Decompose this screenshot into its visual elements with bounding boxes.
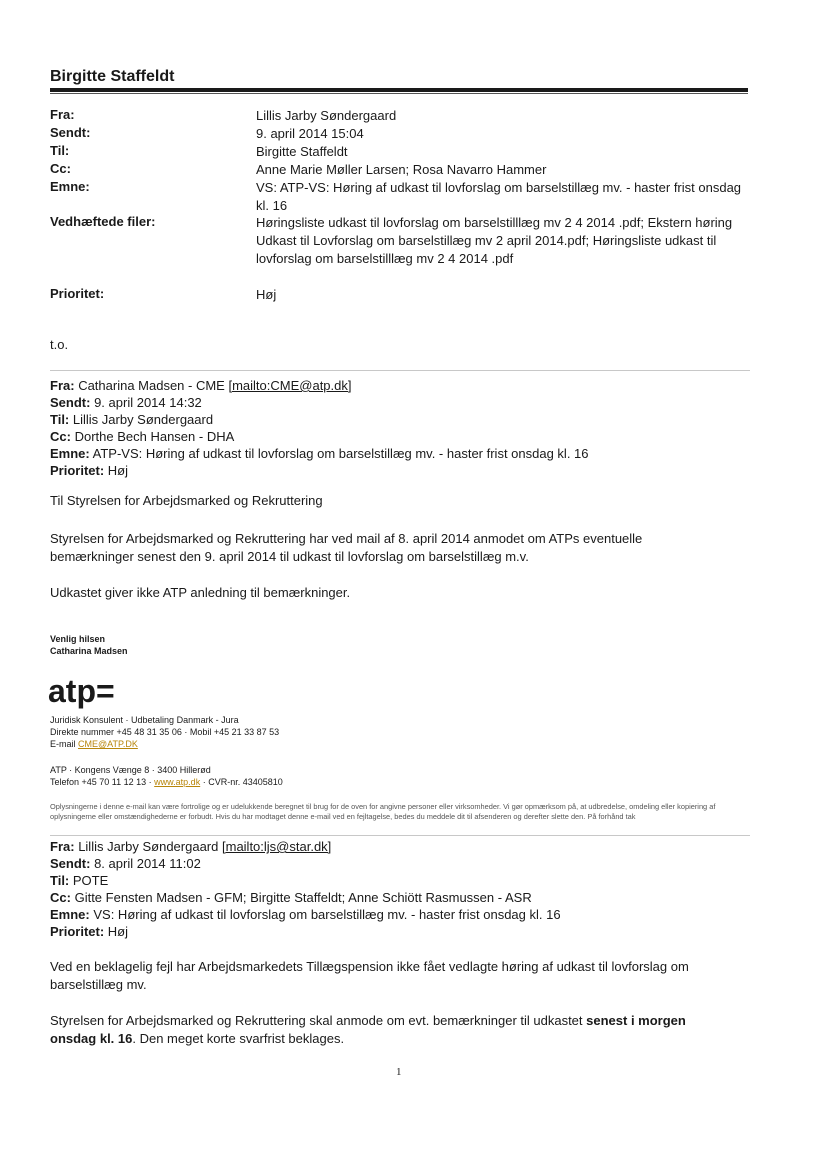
- signature-telephone: Telefon +45 70 11 12 13 ·: [50, 777, 155, 787]
- msg1-priority-line: [50, 462, 128, 479]
- msg1-paragraph-2: Udkastet giver ikke ATP anledning til bemærkninger.: [50, 585, 351, 600]
- signature-role: Juridisk Konsulent · Udbetaling Danmark - Jura: [50, 715, 239, 725]
- msg1-priority-value: Høj: [107, 463, 129, 478]
- msg2-priority-line: [50, 923, 128, 940]
- msg2-paragraph-2-end: . Den meget korte svarfrist beklages.: [132, 1031, 345, 1046]
- atp-logo-text: atp=: [48, 676, 115, 709]
- msg1-cc-label: Cc:: [50, 429, 71, 444]
- msg2-subject-label: Emne:: [50, 907, 90, 922]
- msg1-salutation: Til Styrelsen for Arbejdsmarked og Rekruttering: [50, 493, 323, 508]
- subject-label: Emne:: [50, 179, 90, 194]
- msg2-cc-label: Cc:: [50, 890, 71, 905]
- msg2-from-line: [50, 838, 331, 855]
- msg2-from-label: Fra:: [50, 839, 75, 854]
- signature-contact-line: [50, 777, 283, 788]
- msg2-subject-line: [50, 906, 561, 923]
- msg1-subject-label: Emne:: [50, 446, 90, 461]
- signature-email-link[interactable]: CME@ATP.DK: [78, 739, 138, 749]
- msg2-from-value: Lillis Jarby Søndergaard: [78, 839, 219, 854]
- signature-web-link[interactable]: www.atp.dk: [154, 777, 201, 787]
- to-label: Til:: [50, 143, 70, 158]
- sent-value: 9. april 2014 15:04: [256, 126, 364, 141]
- intro-text: t.o.: [50, 337, 69, 352]
- msg2-to-label: Til:: [50, 873, 70, 888]
- subject-value: VS: ATP-VS: Høring af udkast til lovforslag om barselstillæg mv. - haster frist onsdag kl. 16: [256, 180, 742, 213]
- email-disclaimer: Oplysningerne i denne e-mail kan være fortrolige og er udelukkende beregnet til brug for de oven for angivne personer eller virksomheder. Vi gør opmærksom på, at udbredelse, omdeling eller kopiering af oplysningerne eller omstændighederne er forbudt. Hvis du har modtaget denne e-mail ved en fejltagelse, bedes du meddele dit til afsenderen og derefter slette den. På forhånd tak: [50, 802, 716, 821]
- msg2-to-value: POTE: [72, 873, 109, 888]
- msg2-sent-line: [50, 855, 201, 872]
- message-separator: [50, 370, 750, 371]
- msg1-from-label: Fra:: [50, 378, 75, 393]
- msg2-cc-value: Gitte Fensten Madsen - GFM; Birgitte Staffeldt; Anne Schiött Rasmussen - ASR: [74, 890, 532, 905]
- signature-name: Catharina Madsen: [50, 646, 128, 656]
- msg1-from-value: Catharina Madsen - CME: [78, 378, 225, 393]
- msg1-sent-line: [50, 394, 202, 411]
- signature-closing: Venlig hilsen: [50, 634, 106, 644]
- from-label: Fra:: [50, 107, 75, 122]
- msg2-deadline-emphasis: senest i morgen onsdag kl. 16: [50, 1013, 686, 1046]
- msg2-paragraph-2-text: Styrelsen for Arbejdsmarked og Rekruttering skal anmode om evt. bemærkninger til udkastet: [50, 1013, 587, 1028]
- msg2-to-line: [50, 872, 108, 889]
- msg1-to-label: Til:: [50, 412, 70, 427]
- msg1-to-value: Lillis Jarby Søndergaard: [72, 412, 214, 427]
- attachments-label: Vedhæftede filer:: [50, 214, 156, 229]
- msg1-mailto-link[interactable]: [mailto:CME@atp.dk]: [228, 378, 352, 393]
- msg1-cc-line: [50, 428, 234, 445]
- msg2-sent-label: Sendt:: [50, 856, 91, 871]
- msg1-subject-value: ATP-VS: Høring af udkast til lovforslag om barselstillæg mv. - haster frist onsdag kl. 16: [92, 446, 589, 461]
- signature-cvr: · CVR-nr. 43405810: [200, 777, 283, 787]
- signature-email-label: E-mail: [50, 739, 76, 749]
- header-rule-thin: [50, 93, 748, 94]
- signature-email-line: [50, 739, 138, 750]
- msg2-sent-value: 8. april 2014 11:02: [94, 856, 201, 871]
- signature-address: ATP · Kongens Vænge 8 · 3400 Hillerød: [50, 765, 211, 775]
- to-value: Birgitte Staffeldt: [256, 144, 348, 159]
- msg2-priority-label: Prioritet:: [50, 924, 105, 939]
- msg1-paragraph-1: Styrelsen for Arbejdsmarked og Rekruttering har ved mail af 8. april 2014 anmodet om ATPs eventuelle bemærkninger senest den 9. april 2014 til udkast til lovforslag om barselstillæg m.v.: [50, 531, 643, 564]
- cc-label: Cc:: [50, 161, 71, 176]
- message-separator: [50, 835, 750, 836]
- attachments-value[interactable]: Høringsliste udkast til lovforslag om barselstilllæg mv 2 4 2014 .pdf; Ekstern høring Udkast til Lovforslag om barselstillæg mv 2 april 2014.pdf; Høringsliste udkast til lovforslag om barselstilllæg mv 2 4 2014 .pdf: [256, 215, 733, 266]
- page-number: 1: [396, 1066, 402, 1078]
- msg2-priority-value: Høj: [107, 924, 129, 939]
- cc-value: Anne Marie Møller Larsen; Rosa Navarro Hammer: [256, 162, 547, 177]
- msg2-mailto-link[interactable]: [mailto:ljs@star.dk]: [222, 839, 332, 854]
- priority-label: Prioritet:: [50, 286, 105, 301]
- msg1-subject-line: [50, 445, 589, 462]
- msg2-cc-line: [50, 889, 532, 906]
- atp-logo: [48, 676, 134, 710]
- msg1-to-line: [50, 411, 213, 428]
- msg1-cc-value: Dorthe Bech Hansen - DHA: [74, 429, 235, 444]
- msg1-sent-value: 9. april 2014 14:32: [94, 395, 202, 410]
- msg2-subject-value: VS: Høring af udkast til lovforslag om barselstillæg mv. - haster frist onsdag kl. 16: [93, 907, 561, 922]
- msg1-priority-label: Prioritet:: [50, 463, 105, 478]
- document-owner-name: Birgitte Staffeldt: [50, 68, 175, 85]
- from-value: Lillis Jarby Søndergaard: [256, 108, 397, 123]
- header-rule: [50, 88, 748, 92]
- priority-value: Høj: [256, 287, 277, 302]
- msg1-sent-label: Sendt:: [50, 395, 91, 410]
- signature-phone: Direkte nummer +45 48 31 35 06 · Mobil +45 21 33 87 53: [50, 727, 280, 737]
- msg2-paragraph-2: [50, 1012, 730, 1048]
- msg1-from-line: [50, 377, 352, 394]
- sent-label: Sendt:: [50, 125, 91, 140]
- msg2-paragraph-1: Ved en beklagelig fejl har Arbejdsmarkedets Tillægspension ikke fået vedlagte høring af udkast til lovforslag om barselstillæg mv.: [50, 959, 689, 992]
